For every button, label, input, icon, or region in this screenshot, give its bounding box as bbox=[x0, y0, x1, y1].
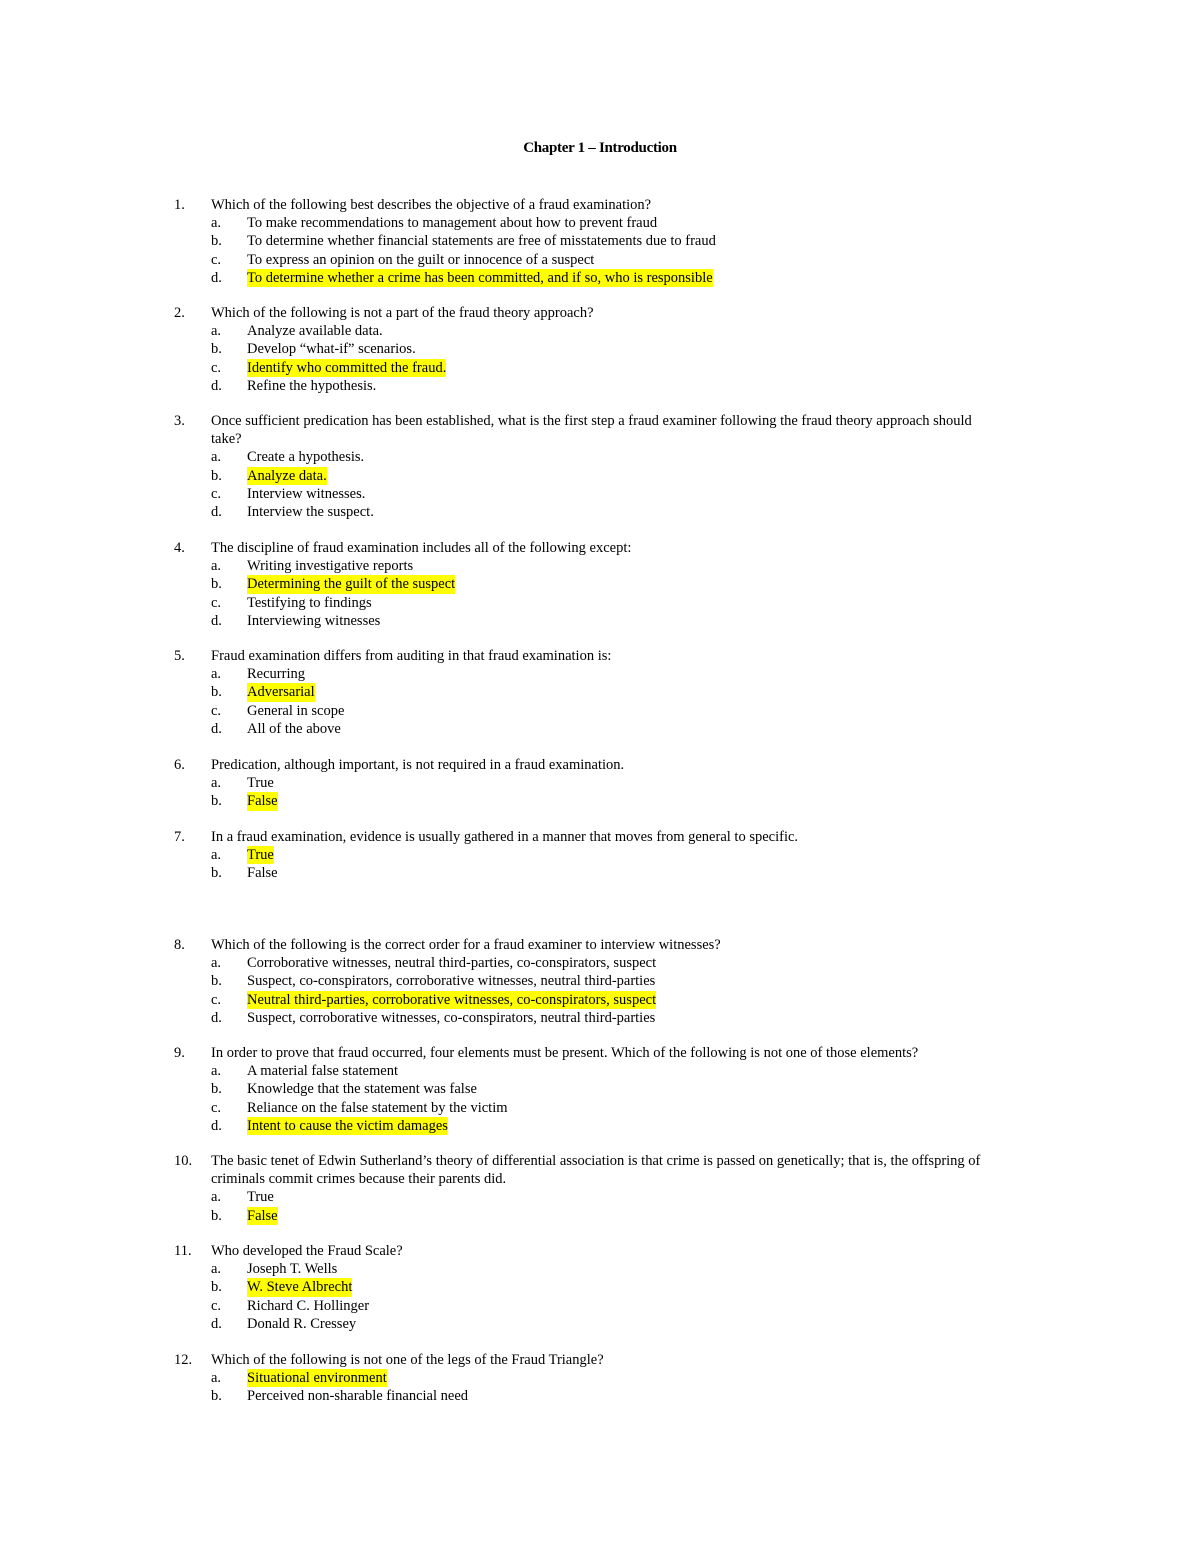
question-number: 5. bbox=[174, 648, 185, 664]
question-stem bbox=[174, 1351, 1004, 1369]
option-letter: c. bbox=[211, 1099, 222, 1116]
option-letter: a. bbox=[211, 847, 222, 864]
question-number: 8. bbox=[174, 937, 185, 953]
answer-option bbox=[174, 1278, 1004, 1296]
option-letter: b. bbox=[211, 576, 222, 593]
answer-option bbox=[174, 1260, 1004, 1278]
answer-option bbox=[174, 720, 1004, 738]
option-letter: c. bbox=[211, 991, 222, 1008]
option-letter: d. bbox=[211, 377, 222, 394]
answer-option bbox=[174, 774, 1004, 792]
option-text: General in scope bbox=[247, 702, 345, 719]
option-letter: d. bbox=[211, 1117, 222, 1134]
question-number: 11. bbox=[174, 1243, 192, 1259]
option-text: Create a hypothesis. bbox=[247, 449, 365, 466]
question-5 bbox=[174, 647, 1004, 738]
question-number: 6. bbox=[174, 757, 185, 773]
answer-option bbox=[174, 1297, 1004, 1315]
question-8 bbox=[174, 936, 1004, 1027]
option-letter: a. bbox=[211, 955, 222, 972]
option-text-highlighted: Identify who committed the fraud. bbox=[247, 359, 447, 376]
answer-option bbox=[174, 1369, 1004, 1387]
option-text: Writing investigative reports bbox=[247, 558, 414, 575]
question-number: 10. bbox=[174, 1153, 193, 1169]
question-stem bbox=[174, 1152, 1004, 1188]
question-stem bbox=[174, 304, 1004, 322]
option-text-highlighted: Intent to cause the victim damages bbox=[247, 1117, 448, 1134]
option-letter: a. bbox=[211, 449, 222, 466]
option-text: Analyze available data. bbox=[247, 323, 383, 340]
question-stem bbox=[174, 196, 1004, 214]
question-7 bbox=[174, 828, 1004, 883]
option-text: Interview the suspect. bbox=[247, 504, 374, 521]
option-text: To determine whether financial statements are free of misstatements due to fraud bbox=[247, 233, 716, 250]
option-letter: a. bbox=[211, 215, 222, 232]
option-letter: a. bbox=[211, 1063, 222, 1080]
option-text: A material false statement bbox=[247, 1063, 398, 1080]
option-text: Joseph T. Wells bbox=[247, 1261, 338, 1278]
answer-option bbox=[174, 612, 1004, 630]
option-text-highlighted: To determine whether a crime has been committed, and if so, who is responsible bbox=[247, 269, 713, 286]
answer-option bbox=[174, 1062, 1004, 1080]
option-text-highlighted: Situational environment bbox=[247, 1370, 387, 1387]
option-text: Reliance on the false statement by the victim bbox=[247, 1099, 508, 1116]
answer-option bbox=[174, 485, 1004, 503]
question-number: 9. bbox=[174, 1045, 185, 1061]
answer-option bbox=[174, 683, 1004, 701]
option-letter: b. bbox=[211, 1388, 222, 1405]
question-1 bbox=[174, 196, 1004, 287]
answer-option bbox=[174, 1188, 1004, 1206]
option-letter: a. bbox=[211, 775, 222, 792]
option-letter: a. bbox=[211, 1189, 222, 1206]
answer-option bbox=[174, 322, 1004, 340]
answer-option bbox=[174, 359, 1004, 377]
question-stem bbox=[174, 828, 1004, 846]
answer-option bbox=[174, 340, 1004, 358]
option-text: Testifying to findings bbox=[247, 594, 372, 611]
question-6 bbox=[174, 756, 1004, 811]
question-stem bbox=[174, 1044, 1004, 1062]
option-letter: d. bbox=[211, 504, 222, 521]
answer-option bbox=[174, 594, 1004, 612]
answer-option bbox=[174, 1207, 1004, 1225]
question-number: 2. bbox=[174, 305, 185, 321]
option-text-highlighted: True bbox=[247, 847, 274, 864]
question-text: Who developed the Fraud Scale? bbox=[211, 1243, 403, 1259]
answer-option bbox=[174, 702, 1004, 720]
question-text: Predication, although important, is not required in a fraud examination. bbox=[211, 757, 625, 773]
option-letter: b. bbox=[211, 341, 222, 358]
question-text: Which of the following is not one of the legs of the Fraud Triangle? bbox=[211, 1352, 604, 1368]
question-12 bbox=[174, 1351, 1004, 1406]
question-text: In a fraud examination, evidence is usually gathered in a manner that moves from general to specific. bbox=[211, 829, 799, 845]
option-text-highlighted: Analyze data. bbox=[247, 467, 327, 484]
option-letter: d. bbox=[211, 1315, 222, 1332]
answer-option bbox=[174, 1080, 1004, 1098]
question-stem bbox=[174, 412, 1004, 448]
option-letter: d. bbox=[211, 1009, 222, 1026]
option-text: True bbox=[247, 1189, 274, 1206]
question-stem bbox=[174, 647, 1004, 665]
question-2 bbox=[174, 304, 1004, 395]
question-stem bbox=[174, 936, 1004, 954]
question-10 bbox=[174, 1152, 1004, 1225]
answer-option bbox=[174, 575, 1004, 593]
answer-option bbox=[174, 269, 1004, 287]
option-text: Corroborative witnesses, neutral third-parties, co-conspirators, suspect bbox=[247, 955, 657, 972]
option-text: Interviewing witnesses bbox=[247, 612, 381, 629]
option-text-highlighted: Determining the guilt of the suspect bbox=[247, 576, 456, 593]
question-number: 3. bbox=[174, 413, 185, 429]
option-letter: c. bbox=[211, 1297, 222, 1314]
answer-option bbox=[174, 251, 1004, 269]
answer-option bbox=[174, 232, 1004, 250]
question-stem bbox=[174, 1242, 1004, 1260]
option-text-highlighted: W. Steve Albrecht bbox=[247, 1279, 353, 1296]
option-text: Suspect, corroborative witnesses, co-conspirators, neutral third-parties bbox=[247, 1009, 656, 1026]
question-text: Which of the following best describes the objective of a fraud examination? bbox=[211, 197, 652, 213]
option-text: Interview witnesses. bbox=[247, 485, 366, 502]
option-letter: c. bbox=[211, 251, 222, 268]
answer-option bbox=[174, 1387, 1004, 1405]
question-stem bbox=[174, 539, 1004, 557]
page-title: Chapter 1 – Introduction bbox=[523, 140, 677, 156]
option-text: To make recommendations to management about how to prevent fraud bbox=[247, 215, 658, 232]
option-text: Suspect, co-conspirators, corroborative witnesses, neutral third-parties bbox=[247, 973, 656, 990]
option-letter: d. bbox=[211, 612, 222, 629]
answer-option bbox=[174, 972, 1004, 990]
question-3 bbox=[174, 412, 1004, 521]
option-letter: c. bbox=[211, 359, 222, 376]
option-text-highlighted: Neutral third-parties, corroborative witnesses, co-conspirators, suspect bbox=[247, 991, 657, 1008]
option-letter: a. bbox=[211, 666, 222, 683]
question-text: Which of the following is the correct order for a fraud examiner to interview witnesses? bbox=[211, 937, 721, 953]
answer-option bbox=[174, 467, 1004, 485]
option-letter: b. bbox=[211, 684, 222, 701]
option-letter: d. bbox=[211, 269, 222, 286]
question-text: In order to prove that fraud occurred, four elements must be present. Which of the following is not one of those elements? bbox=[211, 1045, 919, 1061]
question-stem bbox=[174, 756, 1004, 774]
question-11 bbox=[174, 1242, 1004, 1333]
answer-option bbox=[174, 991, 1004, 1009]
question-number: 4. bbox=[174, 540, 185, 556]
answer-option bbox=[174, 665, 1004, 683]
option-text: Donald R. Cressey bbox=[247, 1315, 357, 1332]
question-text: Once sufficient predication has been established, what is the first step a fraud examiner following the fraud theory approach should take? bbox=[211, 413, 972, 448]
question-4 bbox=[174, 539, 1004, 630]
answer-option bbox=[174, 1009, 1004, 1027]
answer-option bbox=[174, 864, 1004, 882]
option-text: Perceived non-sharable financial need bbox=[247, 1388, 469, 1405]
option-text-highlighted: False bbox=[247, 793, 278, 810]
option-letter: c. bbox=[211, 485, 222, 502]
question-number: 1. bbox=[174, 197, 185, 213]
option-letter: b. bbox=[211, 1081, 222, 1098]
option-letter: b. bbox=[211, 467, 222, 484]
option-letter: a. bbox=[211, 1261, 222, 1278]
answer-option bbox=[174, 503, 1004, 521]
option-letter: b. bbox=[211, 1279, 222, 1296]
option-letter: b. bbox=[211, 1207, 222, 1224]
question-number: 12. bbox=[174, 1352, 193, 1368]
option-text: Refine the hypothesis. bbox=[247, 377, 377, 394]
answer-option bbox=[174, 954, 1004, 972]
question-number: 7. bbox=[174, 829, 185, 845]
option-letter: a. bbox=[211, 1370, 222, 1387]
option-letter: a. bbox=[211, 558, 222, 575]
option-text: To express an opinion on the guilt or innocence of a suspect bbox=[247, 251, 595, 268]
option-letter: b. bbox=[211, 865, 222, 882]
option-letter: b. bbox=[211, 793, 222, 810]
option-text-highlighted: Adversarial bbox=[247, 684, 315, 701]
answer-option bbox=[174, 377, 1004, 395]
option-text: Knowledge that the statement was false bbox=[247, 1081, 477, 1098]
answer-option bbox=[174, 1117, 1004, 1135]
answer-option bbox=[174, 557, 1004, 575]
option-text-highlighted: False bbox=[247, 1207, 278, 1224]
answer-option bbox=[174, 1099, 1004, 1117]
option-letter: d. bbox=[211, 720, 222, 737]
option-letter: b. bbox=[211, 233, 222, 250]
question-text: The basic tenet of Edwin Sutherland’s theory of differential association is that crime is passed on genetically; that is, the offspring of criminals commit crimes because their parents did. bbox=[211, 1153, 981, 1188]
question-text: Which of the following is not a part of the fraud theory approach? bbox=[211, 305, 594, 321]
option-letter: a. bbox=[211, 323, 222, 340]
option-letter: c. bbox=[211, 702, 222, 719]
option-text: True bbox=[247, 775, 274, 792]
answer-option bbox=[174, 214, 1004, 232]
option-letter: c. bbox=[211, 594, 222, 611]
question-text: Fraud examination differs from auditing in that fraud examination is: bbox=[211, 648, 612, 664]
option-text: Recurring bbox=[247, 666, 305, 683]
answer-option bbox=[174, 846, 1004, 864]
answer-option bbox=[174, 1315, 1004, 1333]
option-text: All of the above bbox=[247, 720, 341, 737]
option-text: False bbox=[247, 865, 278, 882]
option-letter: b. bbox=[211, 973, 222, 990]
answer-option bbox=[174, 792, 1004, 810]
option-text: Develop “what-if” scenarios. bbox=[247, 341, 416, 358]
question-text: The discipline of fraud examination includes all of the following except: bbox=[211, 540, 632, 556]
answer-option bbox=[174, 448, 1004, 466]
option-text: Richard C. Hollinger bbox=[247, 1297, 370, 1314]
question-9 bbox=[174, 1044, 1004, 1135]
